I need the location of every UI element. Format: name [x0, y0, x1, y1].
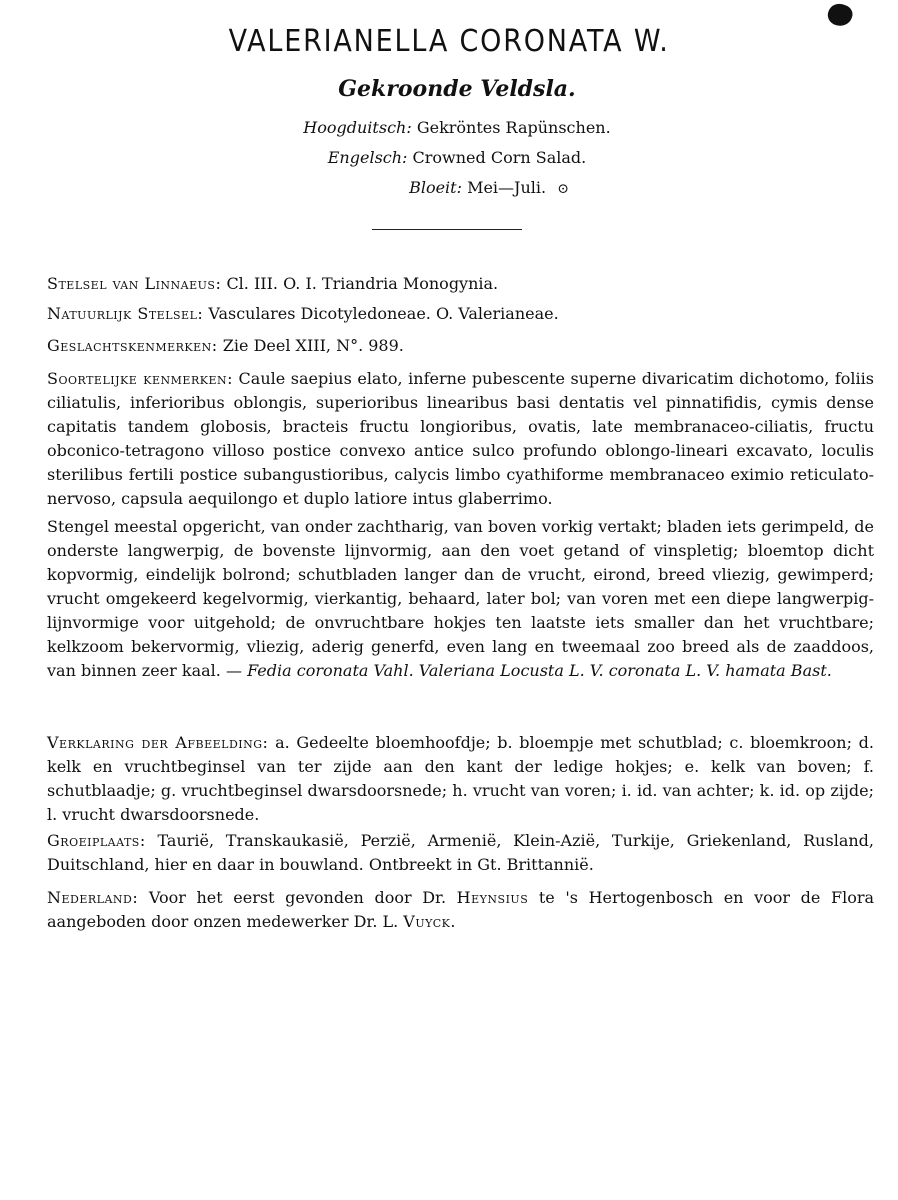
netherlands-occurrence — [47, 886, 874, 934]
bloom-value: Mei—Juli. — [467, 178, 547, 197]
genus-text: Zie Deel XIII, N°. 989. — [222, 336, 404, 355]
dutch-description — [47, 515, 874, 683]
person-name-vuyck: Vuyck. — [403, 912, 456, 931]
genus-label: Geslachtskenmerken: — [47, 336, 218, 355]
divider-rule — [372, 229, 522, 230]
english-value: Crowned Corn Salad. — [412, 148, 587, 167]
netherlands-text-1: Voor het eerst gevonden door Dr. — [148, 888, 447, 907]
species-characteristics — [47, 367, 874, 511]
german-value: Gekröntes Rapünschen. — [416, 118, 611, 137]
linnaeus-text: Cl. III. O. I. Triandria Monogynia. — [226, 274, 499, 293]
bloom-label: Bloeit: — [409, 178, 462, 197]
natural-text: Vasculares Dicotyledoneae. O. Valerianeae. — [208, 304, 559, 323]
linnaeus-system — [47, 272, 874, 296]
habitat-label: Groeiplaats: — [47, 831, 146, 850]
netherlands-label: Nederland: — [47, 888, 139, 907]
habitat — [47, 829, 874, 877]
annual-symbol: ⊙ — [557, 181, 569, 197]
natural-label: Natuurlijk Stelsel: — [47, 304, 204, 323]
species-text: Caule saepius elato, inferne pubescente superne divaricatim dichotomo, foliis ciliatulis, inferioribus oblongis, superioribus linearibus basi dentatis vel pinnatifidis, cymis dense capitatis tandem globosis, bracteis fructu longioribus, ovatis, late membranaceo-ciliatis, fructu obconico-tetragono villoso postice convexo antice sulco profundo oblongo-lineari excavato, loculis sterilibus fertili postice subangustioribus, calycis limbo cyathiforme membranaceo eximio reticulato-nervoso, capsula aequilongo et duplo latiore intus glaberrimo. — [47, 369, 874, 508]
netherlands-text-2: te 's Hertogenbosch en voor de Flora aangeboden door onzen medewerker Dr. L. — [47, 888, 875, 931]
bloom-line — [40, 178, 898, 197]
explanation-label: Verklaring der Afbeelding: — [47, 733, 269, 752]
page-subtitle: Gekroonde Veldsla. — [338, 76, 576, 102]
dutch-text: Stengel meestal opgericht, van onder zachtharig, van boven vorkig vertakt; bladen iets gerimpeld, de onderste langwerpig, de bovenste lijnvormig, aan den voet getand of vinspletig; bloemtop dicht kopvormig, eindelijk bolrond; schutbladen langer dan de vrucht, eirond, breed vliezig, gewimperd; vrucht omgekeerd kegelvormig, vierkantig, behaard, later bol; van voren met een diepe langwerpig-lijnvormige voor uitgehold; de onvruchtbare hokjes ten laatste iets smaller dan het vruchtbare; kelkzoom bekervormig, vliezig, aderig generfd, even lang en tweemaal zoo breed als de zaaddoos, van binnen zeer kaal. — — [47, 517, 874, 680]
species-label: Soortelijke kenmerken: — [47, 369, 233, 388]
german-label: Hoogduitsch: — [303, 118, 412, 137]
person-name-heynsius: Heynsius — [456, 888, 529, 907]
english-name-line — [8, 148, 898, 167]
genus-characteristics — [47, 334, 874, 358]
linnaeus-label: Stelsel van Linnaeus: — [47, 274, 222, 293]
german-name-line — [8, 118, 898, 137]
synonyms-text: Fedia coronata Vahl. Valeriana Locusta L. V. coronata L. V. hamata Bast. — [247, 661, 832, 680]
page-title: VALERIANELLA CORONATA W. — [228, 24, 670, 59]
natural-system — [47, 302, 874, 326]
explanation-text: a. Gedeelte bloemhoofdje; b. bloempje met schutblad; c. bloemkroon; d. kelk en vruchtbeginsel van ter zijde aan den kant der ledige hokjes; e. kelk van boven; f. schutblaadje; g. vruchtbeginsel dwarsdoorsnede; h. vrucht van voren; i. id. van achter; k. id. op zijde; l. vrucht dwarsdoorsnede. — [47, 733, 874, 824]
english-label: Engelsch: — [327, 148, 408, 167]
figure-explanation — [47, 731, 874, 827]
habitat-text: Taurië, Transkaukasië, Perzië, Armenië, Klein-Azië, Turkije, Griekenland, Rusland, Duitschland, hier en daar in bouwland. Ontbreekt in Gt. Brittannië. — [47, 831, 874, 874]
